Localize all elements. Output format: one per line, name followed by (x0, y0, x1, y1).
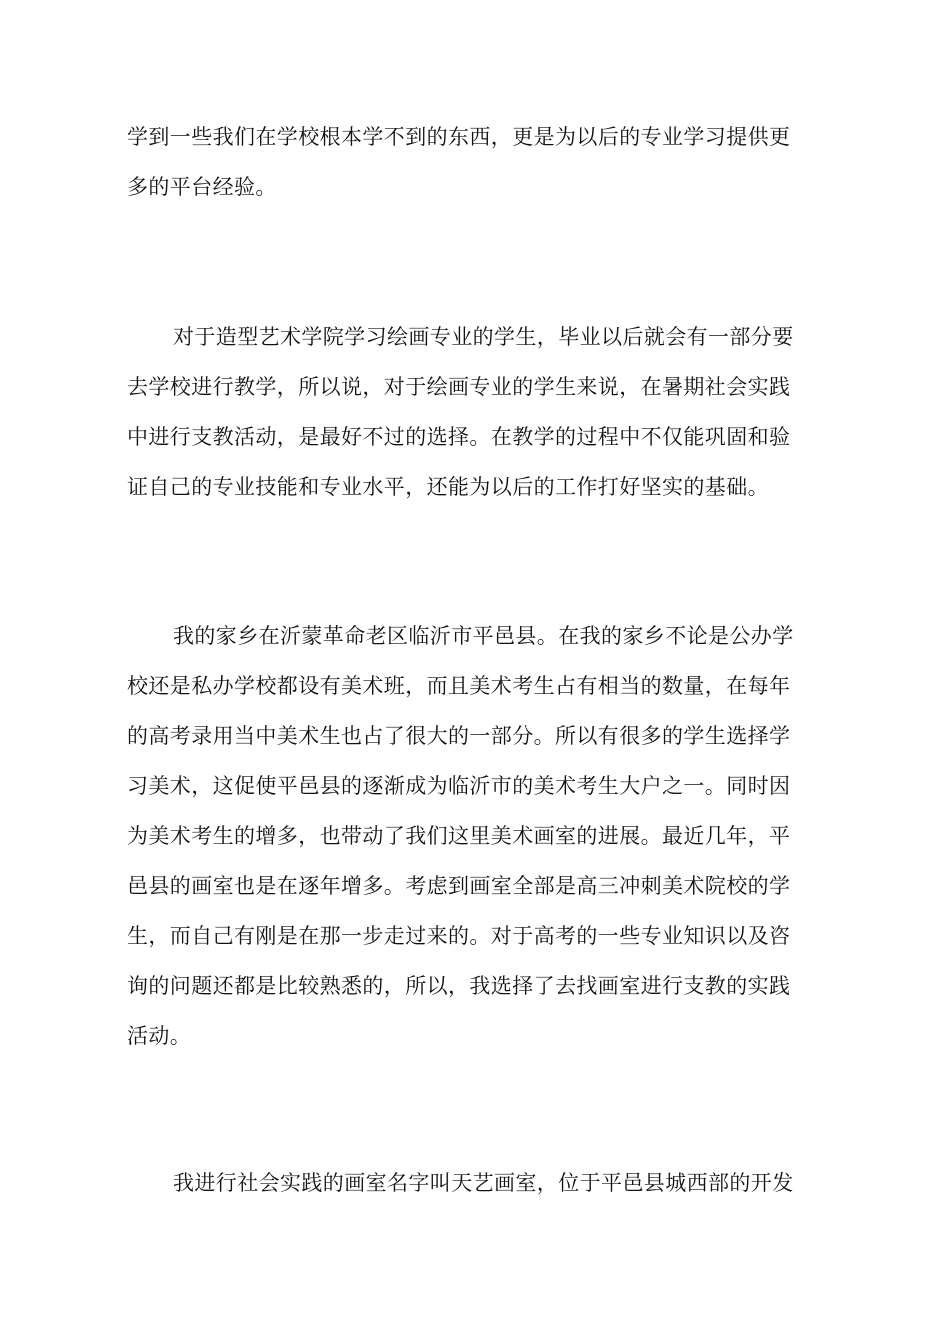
text-line: 对于造型艺术学院学习绘画专业的学生，毕业以后就会有一部分要 (173, 325, 794, 349)
text-line: 学到一些我们在学校根本学不到的东西，更是为以后的专业学习提供更 (127, 125, 791, 149)
paragraph-painting-major (127, 312, 827, 512)
text-line: 习美术，这促使平邑县的逐渐成为临沂市的美术考生大户之一。同时因 (127, 774, 791, 798)
text-line: 的高考录用当中美术生也占了很大的一部分。所以有很多的学生选择学 (127, 724, 791, 748)
paragraph-hometown (127, 611, 827, 1061)
text-line: 活动。 (127, 1024, 192, 1048)
text-line: 校还是私办学校都设有美术班，而且美术考生占有相当的数量，在每年 (127, 674, 791, 698)
paragraph-continuation (127, 112, 827, 212)
text-line: 生，而自己有刚是在那一步走过来的。对于高考的一些专业知识以及咨 (127, 924, 791, 948)
text-line: 中进行支教活动，是最好不过的选择。在教学的过程中不仅能巩固和验 (127, 425, 791, 449)
text-line: 多的平台经验。 (127, 175, 277, 199)
text-line: 邑县的画室也是在逐年增多。考虑到画室全部是高三冲刺美术院校的学 (127, 874, 791, 898)
text-line: 证自己的专业技能和专业水平，还能为以后的工作打好坚实的基础。 (127, 475, 769, 499)
text-line: 为美术考生的增多，也带动了我们这里美术画室的进展。最近几年，平 (127, 824, 791, 848)
text-line: 去学校进行教学，所以说，对于绘画专业的学生来说，在暑期社会实践 (127, 375, 791, 399)
paragraph-studio (127, 1158, 827, 1208)
text-line: 我进行社会实践的画室名字叫天艺画室，位于平邑县城西部的开发 (173, 1171, 794, 1195)
text-line: 询的问题还都是比较熟悉的，所以，我选择了去找画室进行支教的实践 (127, 974, 791, 998)
text-line: 我的家乡在沂蒙革命老区临沂市平邑县。在我的家乡不论是公办学 (173, 624, 794, 648)
